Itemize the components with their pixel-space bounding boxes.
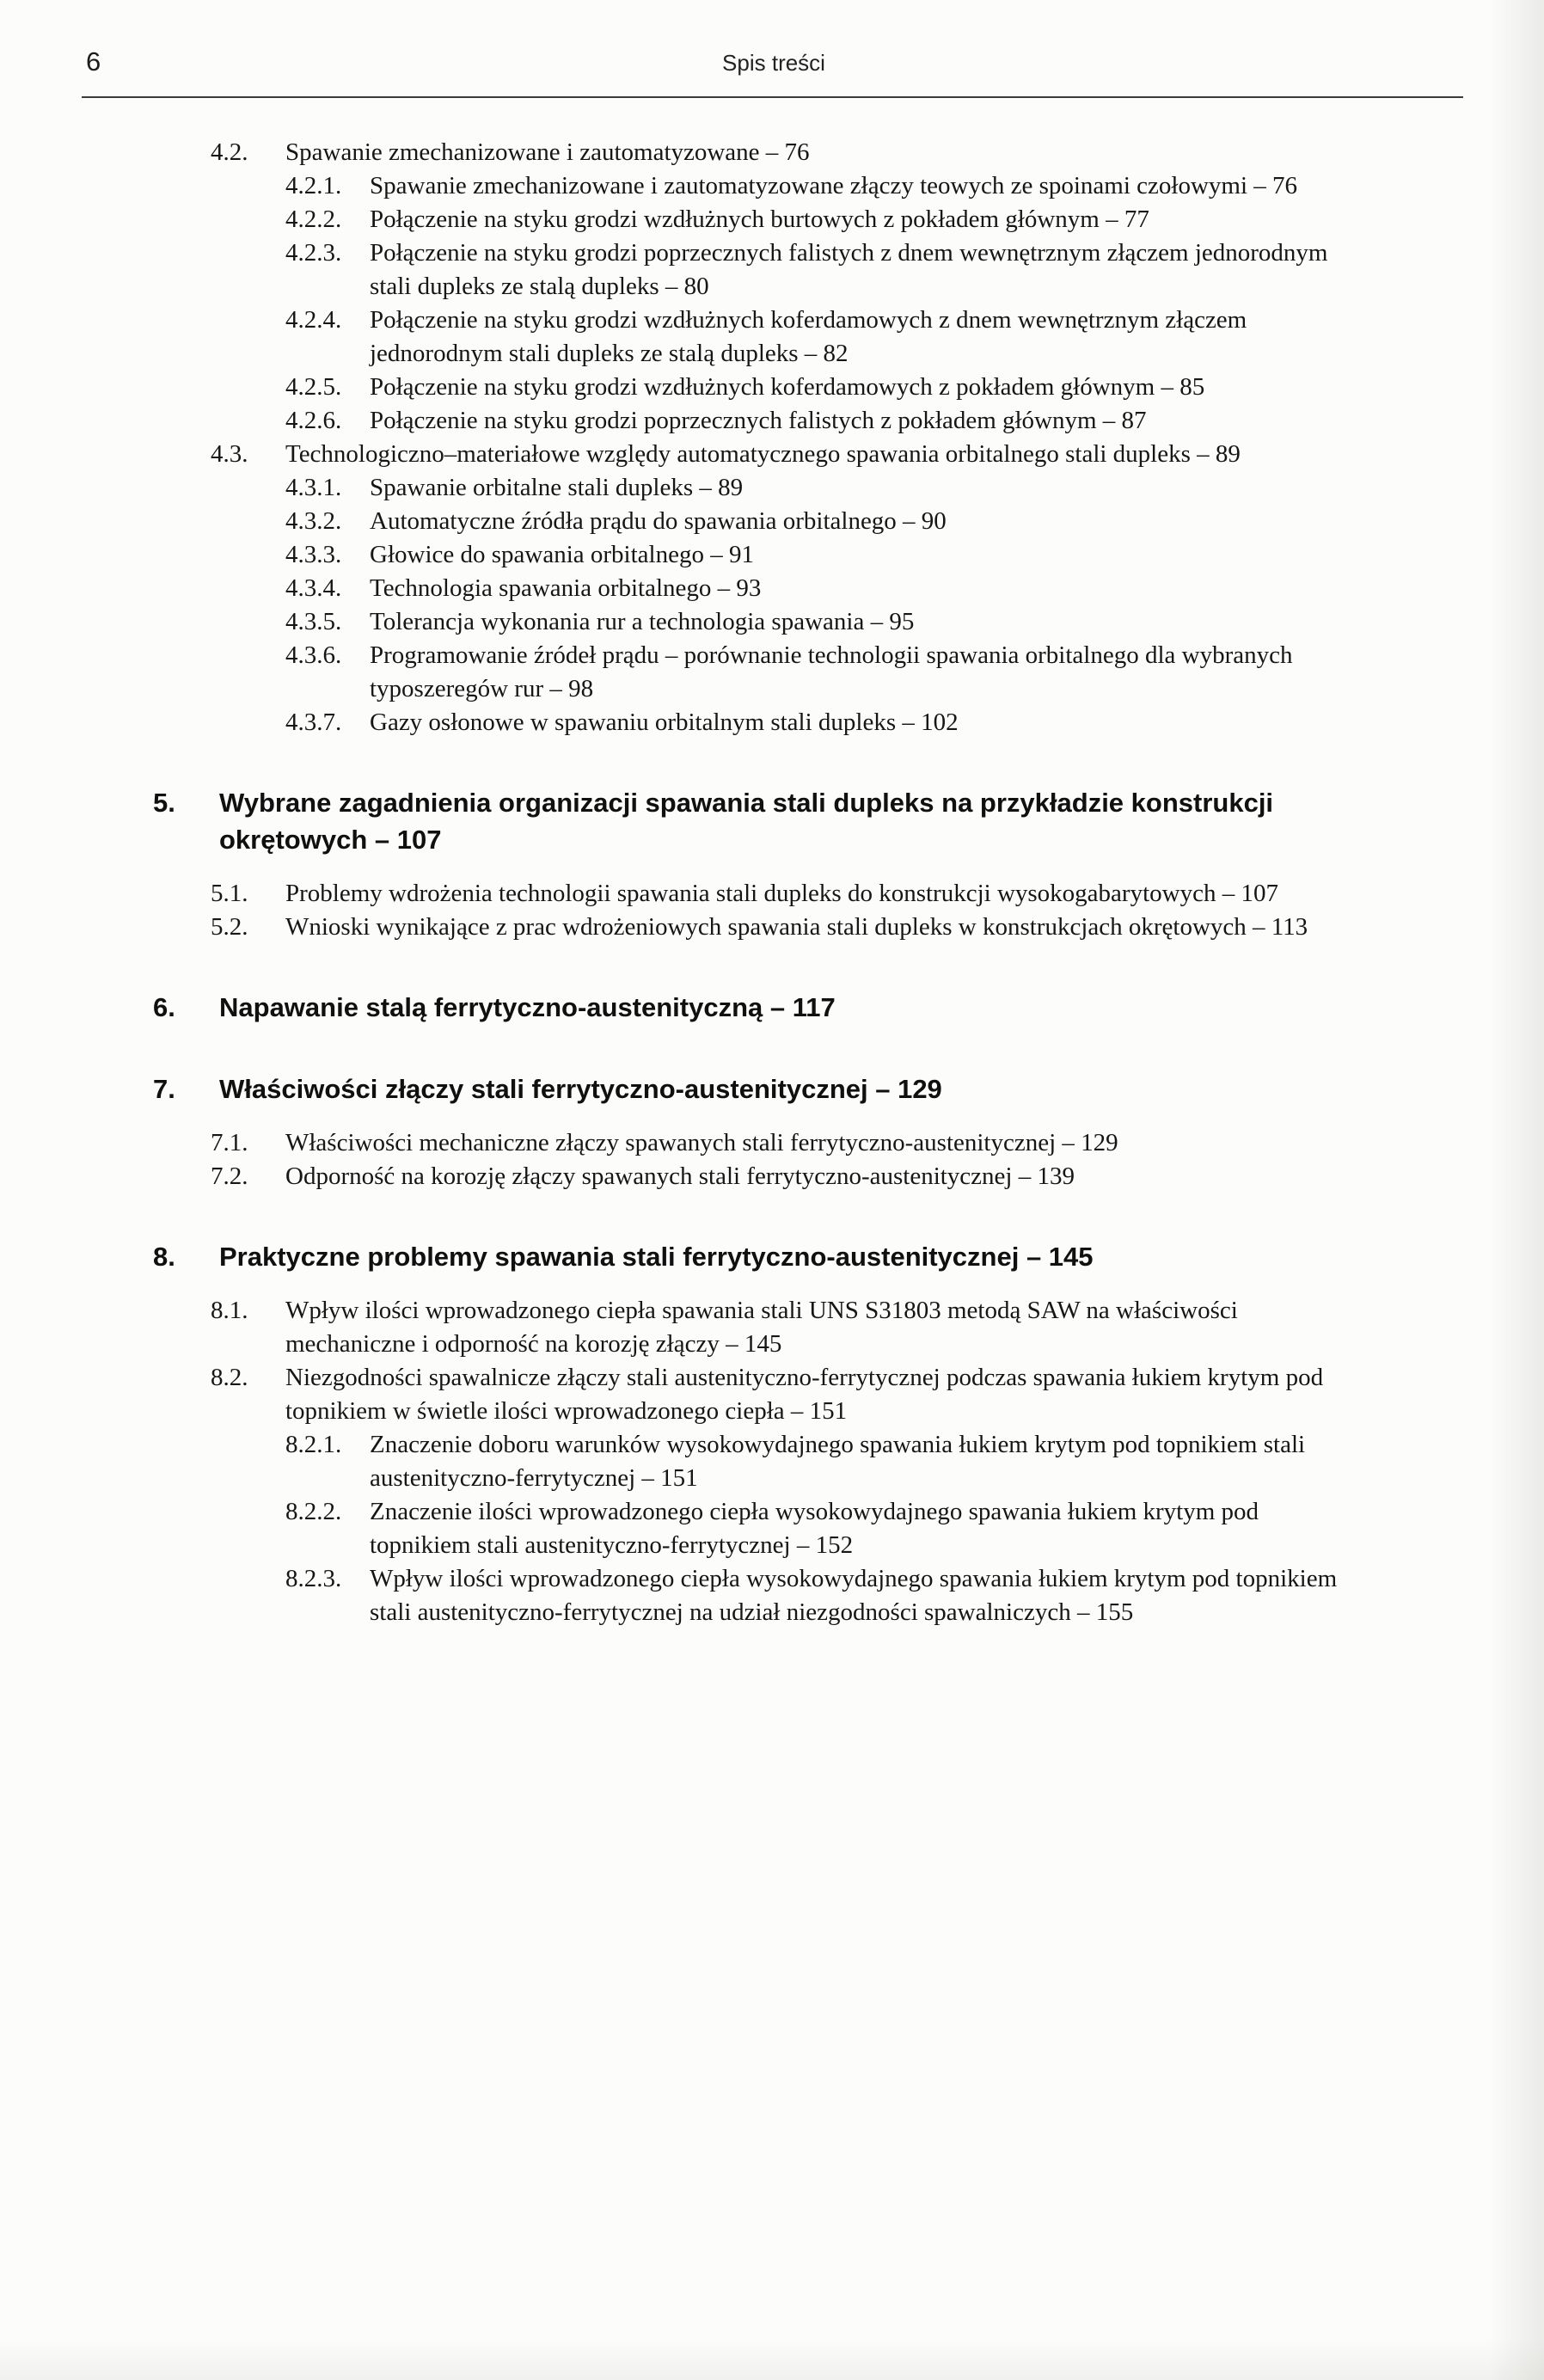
toc-entry-text: Spawanie zmechanizowane i zautomatyzowane złączy teowych ze spoinami czołowymi – 76: [370, 172, 1298, 199]
toc-entry: [0, 572, 1345, 605]
toc-entry-text: Spawanie zmechanizowane i zautomatyzowane – 76: [285, 138, 810, 166]
page-header: [86, 46, 1461, 84]
header-rule: [82, 96, 1463, 98]
toc-entry: [0, 639, 1345, 706]
toc-entry-text: Technologia spawania orbitalnego – 93: [370, 574, 762, 602]
toc-entry-text: Problemy wdrożenia technologii spawania stali dupleks do konstrukcji wysokogabarytowych – 107: [285, 880, 1278, 907]
toc-entry-text: Spawanie orbitalne stali dupleks – 89: [370, 474, 744, 501]
toc-entry: [0, 1495, 1345, 1562]
toc-entry-text: Połączenie na styku grodzi wzdłużnych koferdamowych z dnem wewnętrznym złączem jednorodnym stali dupleks ze stalą dupleks – 82: [370, 306, 1247, 367]
toc-entry: [0, 169, 1345, 203]
toc-entry: [0, 1294, 1345, 1361]
toc-entry-text: Połączenie na styku grodzi poprzecznych falistych z dnem wewnętrznym złączem jednorodnym stali dupleks ze stalą dupleks – 80: [370, 239, 1328, 300]
toc-entry-number: 4.3.1.: [285, 474, 342, 501]
toc-entry-text: Wpływ ilości wprowadzonego ciepła spawania stali UNS S31803 metodą SAW na właściwości mechaniczne i odporność na korozję złączy – 145: [285, 1297, 1238, 1358]
toc-entry: [0, 706, 1345, 739]
toc-entry-number: 4.2.2.: [285, 205, 342, 233]
toc-entry: [0, 236, 1345, 304]
toc-entry-number: 4.2.3.: [285, 239, 342, 267]
toc-entry: [0, 404, 1345, 438]
toc-entry-text: Połączenie na styku grodzi wzdłużnych burtowych z pokładem głównym – 77: [370, 205, 1149, 233]
toc-entry-text: Tolerancja wykonania rur a technologia spawania – 95: [370, 608, 915, 635]
scan-edge-bottom: [0, 2339, 1544, 2380]
toc-entry: [0, 1428, 1345, 1495]
toc-entry-number: 4.3.7.: [285, 708, 342, 736]
toc-entry-number: 4.3.2.: [285, 507, 342, 535]
toc-entry-number: 4.3.5.: [285, 608, 342, 635]
toc-entry-number: 4.2.5.: [285, 373, 342, 401]
toc-entry-number: 4.2.: [211, 138, 248, 166]
toc-entry-text: Automatyczne źródła prądu do spawania orbitalnego – 90: [370, 507, 947, 535]
page-header-title: Spis treści: [722, 50, 825, 76]
toc-entry-number: 8.: [153, 1242, 175, 1272]
toc-entry-number: 6.: [153, 992, 175, 1022]
toc-entry-number: 5.1.: [211, 880, 248, 907]
toc-entry: [0, 605, 1345, 639]
toc-entry: [0, 877, 1345, 911]
toc-entry-number: 8.2.1.: [285, 1431, 342, 1458]
toc-entry-number: 8.2.: [211, 1364, 248, 1391]
toc-entry: [0, 438, 1345, 471]
toc-entry-text: Znaczenie doboru warunków wysokowydajnego spawania łukiem krytym pod topnikiem stali austenityczno-ferrytycznej – 151: [370, 1431, 1306, 1492]
toc-entry-number: 8.2.3.: [285, 1565, 342, 1592]
toc-entry-number: 4.3.: [211, 440, 248, 468]
toc-entry-number: 7.2.: [211, 1162, 248, 1190]
toc-entry-number: 4.3.6.: [285, 641, 342, 669]
toc-entry: [0, 471, 1345, 505]
toc-entry-text: Praktyczne problemy spawania stali ferrytyczno-austenitycznej – 145: [219, 1242, 1094, 1272]
toc-entry: [0, 1562, 1345, 1629]
toc-entry-text: Odporność na korozję złączy spawanych stali ferrytyczno-austenitycznej – 139: [285, 1162, 1075, 1190]
toc-entry-number: 7.1.: [211, 1129, 248, 1156]
toc-entry-number: 8.2.2.: [285, 1498, 342, 1525]
toc-chapter-entry: [0, 784, 1345, 858]
toc-entry: [0, 538, 1345, 572]
toc-entry-text: Znaczenie ilości wprowadzonego ciepła wysokowydajnego spawania łukiem krytym pod topnikiem stali austenityczno-ferrytycznej – 152: [370, 1498, 1259, 1559]
toc-chapter-entry: [0, 989, 1345, 1026]
toc-entry-text: Wnioski wynikające z prac wdrożeniowych spawania stali dupleks w konstrukcjach okrętowych – 113: [285, 913, 1308, 941]
toc-entry: [0, 911, 1345, 944]
toc-entry: [0, 1126, 1345, 1160]
toc-entry-text: Technologiczno–materiałowe względy automatycznego spawania orbitalnego stali dupleks – 89: [285, 440, 1241, 468]
toc-entry-text: Połączenie na styku grodzi poprzecznych falistych z pokładem głównym – 87: [370, 407, 1147, 434]
toc-chapter-entry: [0, 1070, 1345, 1107]
toc-entry-text: Głowice do spawania orbitalnego – 91: [370, 541, 754, 568]
toc-entry-number: 5.: [153, 788, 175, 818]
toc-entry: [0, 203, 1345, 236]
toc-entry-number: 7.: [153, 1074, 175, 1104]
toc-entry: [0, 304, 1345, 371]
toc-entry-number: 5.2.: [211, 913, 248, 941]
toc-entry-text: Połączenie na styku grodzi wzdłużnych koferdamowych z pokładem głównym – 85: [370, 373, 1205, 401]
toc-entry-number: 4.2.4.: [285, 306, 342, 334]
toc-entry: [0, 371, 1345, 404]
table-of-contents: [0, 115, 1544, 1629]
toc-entry-number: 8.1.: [211, 1297, 248, 1324]
toc-entry-text: Właściwości złączy stali ferrytyczno-austenitycznej – 129: [219, 1074, 942, 1104]
toc-entry: [0, 1160, 1345, 1193]
toc-entry-text: Napawanie stalą ferrytyczno-austenityczną – 117: [219, 992, 836, 1022]
toc-entry-text: Właściwości mechaniczne złączy spawanych stali ferrytyczno-austenitycznej – 129: [285, 1129, 1118, 1156]
toc-entry-number: 4.2.1.: [285, 172, 342, 199]
toc-entry-text: Wybrane zagadnienia organizacji spawania stali dupleks na przykładzie konstrukcji okrętowych – 107: [219, 788, 1274, 855]
toc-entry-text: Programowanie źródeł prądu – porównanie technologii spawania orbitalnego dla wybranych typoszeregów rur – 98: [370, 641, 1293, 702]
toc-entry-number: 4.3.4.: [285, 574, 342, 602]
toc-entry: [0, 136, 1345, 169]
toc-entry: [0, 1361, 1345, 1428]
toc-entry-text: Gazy osłonowe w spawaniu orbitalnym stali dupleks – 102: [370, 708, 959, 736]
toc-entry-number: 4.3.3.: [285, 541, 342, 568]
toc-entry-number: 4.2.6.: [285, 407, 342, 434]
toc-entry: [0, 505, 1345, 538]
toc-chapter-entry: [0, 1238, 1345, 1275]
page-number: 6: [86, 46, 101, 77]
toc-entry-text: Wpływ ilości wprowadzonego ciepła wysokowydajnego spawania łukiem krytym pod topnikiem stali austenityczno-ferrytycznej na udział niezgodności spawalniczych – 155: [370, 1565, 1338, 1626]
toc-entry-text: Niezgodności spawalnicze złączy stali austenityczno-ferrytycznej podczas spawania łukiem krytym pod topnikiem w świetle ilości wprowadzonego ciepła – 151: [285, 1364, 1324, 1425]
